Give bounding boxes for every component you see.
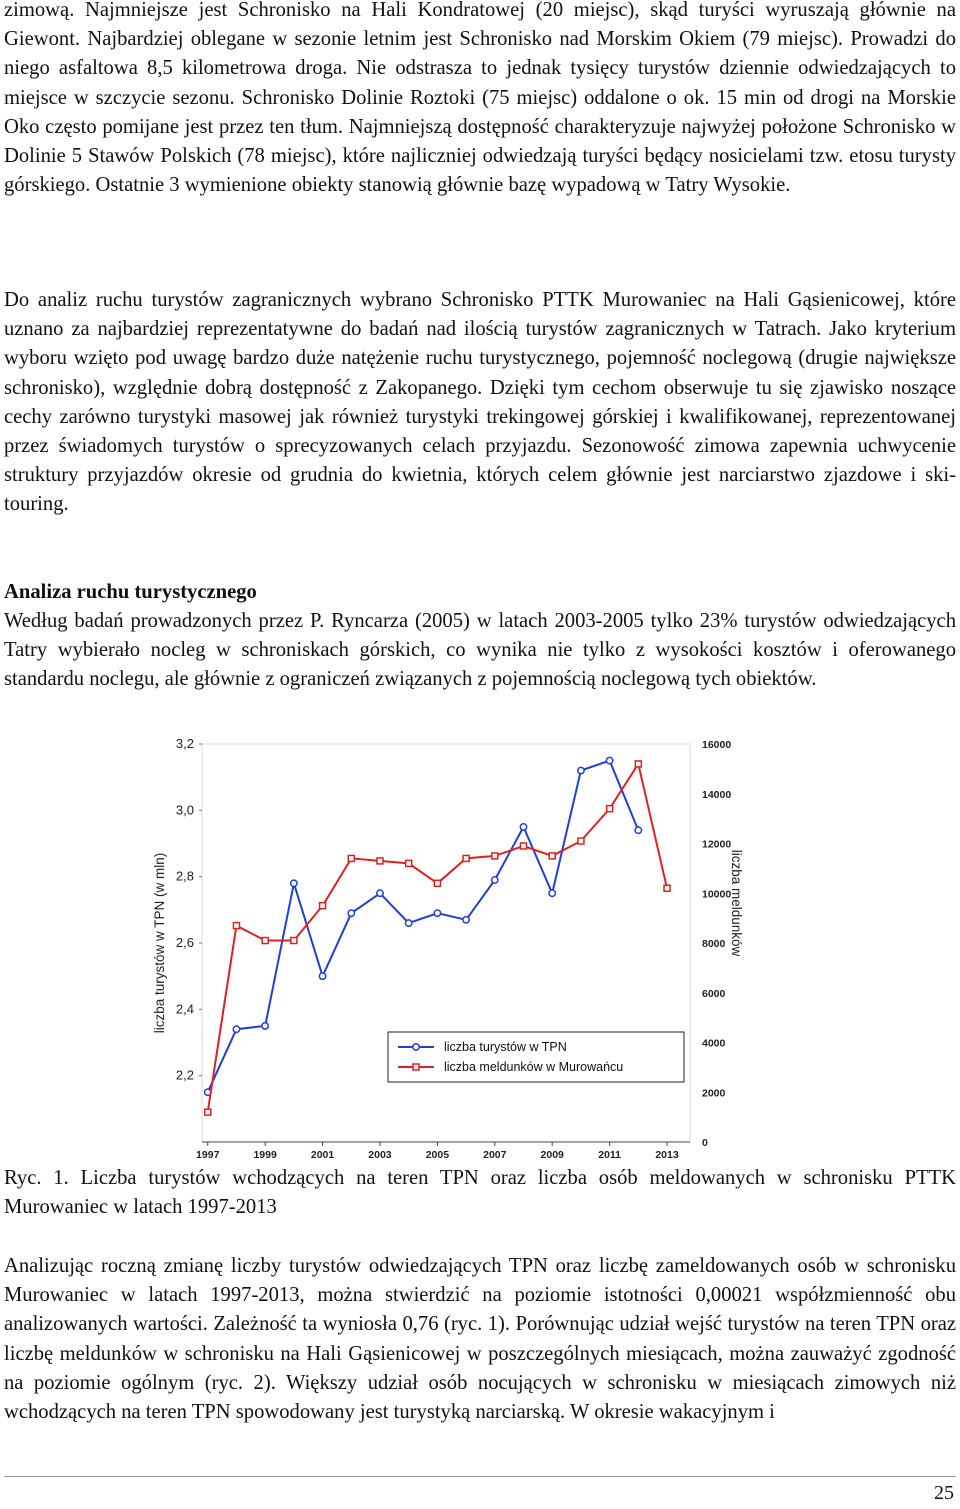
y-tick-label: 3,2 xyxy=(175,736,194,751)
legend-marker-1 xyxy=(413,1044,419,1050)
y2-tick-label: 14000 xyxy=(702,788,732,801)
series-2-point xyxy=(348,855,354,861)
y2-tick-label: 16000 xyxy=(702,739,732,751)
series-2-point xyxy=(463,855,469,861)
series-2-point xyxy=(320,903,326,909)
series-1-point xyxy=(291,880,297,886)
footer-divider xyxy=(4,1476,956,1477)
y2-tick-label: 10000 xyxy=(702,888,732,901)
paragraph-murowaniec: Do analiz ruchu turystów zagranicznych wybrano Schronisko PTTK Murowaniec na Hali Gąsienicowej, które uznano za najbardziej reprezentatywne do badań nad ilością turystów zagranicznych w Tatrach. Jako kryterium wyboru wzięto pod uwagę bardzo duże natężenie ruchu turystycznego, pojemność noclegową (drugie największe schronisko), względnie dobrą dostępność z Zakopanego. Dzięki tym cechom obserwuje tu się zjawisko noszące cechy zarówno turystyki masowej jak również turystyki trekingowej górskiej i kwalifikowanej, reprezentowanej przez świadomych turystów o sprecyzowanych celach przyjazdu. Sezonowość zimowa zapewnia uchwycenie struktury przyjazdów okresie od grudnia do kwietnia, których celem głównie jest narciarstwo zjazdowe i ski-touring. xyxy=(4,289,956,516)
y2-tick-label: 12000 xyxy=(702,838,732,851)
series-1-point xyxy=(635,827,641,833)
y-tick-label: 3,0 xyxy=(175,802,194,818)
x-tick-label: 2003 xyxy=(368,1149,392,1161)
page-number: 25 xyxy=(934,1482,954,1504)
series-1-point xyxy=(463,917,469,923)
series-2-point xyxy=(521,843,527,849)
figure-chart xyxy=(140,730,760,1162)
legend-label-2: liczba meldunków w Murowańcu xyxy=(444,1060,624,1074)
paragraph-analysis: Według badań prowadzonych przez P. Ryncarza (2005) w latach 2003-2005 tylko 23% turystów odwiedzających Tatry wybierało nocleg w schroniskach górskich, co wynika nie tylko z wysokości kosztów i oferowanego standardu noclegu, ale głównie z ograniczeń związanych z pojemnością noclegową tych obiektów. xyxy=(4,610,956,691)
series-1-point xyxy=(348,910,354,916)
legend-marker-2 xyxy=(413,1064,419,1070)
series-1-point xyxy=(578,767,584,773)
series-1-point xyxy=(377,890,383,896)
series-2-point xyxy=(233,923,239,929)
figure-caption: Ryc. 1. Liczba turystów wchodzących na teren TPN oraz liczba osób meldowanych w schronisku PTTK Murowaniec w latach 1997-2013 xyxy=(4,1167,956,1219)
series-2-point xyxy=(205,1109,211,1115)
y2-tick-label: 8000 xyxy=(702,938,726,950)
series-2-point xyxy=(434,880,440,886)
series-2-point xyxy=(635,761,641,767)
series-2-point xyxy=(664,885,670,891)
paragraph-correlation: Analizując roczną zmianę liczby turystów odwiedzających TPN oraz liczbę zameldowanych osób w schronisku Murowaniec w latach 1997-2013, można stwierdzić na poziomie istotności 0,00021 współzmienność obu analizowanych wartości. Zależność ta wyniosła 0,76 (ryc. 1). Porównując udział wejść turystów na teren TPN oraz liczbę meldunków w schronisku na Hali Gąsienicowej w poszczególnych miesiącach, można zauważyć zgodność na poziomie ogólnym (ryc. 2). Większy udział osób nocujących w schronisku w miesiącach zimowych niż wchodzących na teren TPN spowodowany jest turystyką narciarską. W okresie wakacyjnym i xyxy=(4,1255,956,1424)
x-tick-label: 2001 xyxy=(310,1149,335,1161)
x-tick-label: 2005 xyxy=(425,1149,450,1161)
y-tick-label: 2,2 xyxy=(175,1067,194,1083)
x-tick-label: 2013 xyxy=(655,1149,679,1161)
y-tick-label: 2,6 xyxy=(175,935,194,950)
series-2-point xyxy=(578,838,584,844)
series-2-point xyxy=(377,858,383,864)
series-1-point xyxy=(606,757,612,763)
section-heading: Analiza ruchu turystycznego xyxy=(4,581,257,603)
series-1-point xyxy=(319,973,325,979)
series-1-point xyxy=(549,890,555,896)
series-1-point xyxy=(434,910,440,916)
y2-tick-label: 6000 xyxy=(702,987,726,1000)
series-1-point xyxy=(520,824,526,830)
x-tick-label: 1999 xyxy=(253,1149,277,1161)
series-1-point xyxy=(492,877,498,883)
series-2-point xyxy=(291,938,297,944)
series-1-point xyxy=(233,1026,239,1032)
legend-label-1: liczba turystów w TPN xyxy=(444,1040,567,1054)
y-tick-label: 2,8 xyxy=(175,868,194,884)
x-tick-label: 2011 xyxy=(598,1149,622,1161)
x-tick-label: 2009 xyxy=(540,1149,564,1161)
y2-tick-label: 4000 xyxy=(702,1037,726,1050)
series-2-point xyxy=(406,860,412,866)
series-2-point xyxy=(262,938,268,944)
y2-tick-label: 2000 xyxy=(702,1087,726,1100)
y2-axis-title: liczba meldunków xyxy=(729,849,744,957)
paragraph-shelters: zimową. Najmniejsze jest Schronisko na Hali Kondratowej (20 miejsc), skąd turyści wyruszają głównie na Giewont. Najbardziej oblegane w sezonie letnim jest Schronisko nad Morskim Okiem (79 miejsc). Prowadzi do niego asfaltowa 8,5 kilometrowa droga. Nie odstrasza to jednak tysięcy turystów dziennie odwiedzających to miejsce w szczycie sezonu. Schronisko Dolinie Roztoki (75 miejsc) oddalone o ok. 15 min od drogi na Morskie Oko często pomijane jest przez ten tłum. Najmniejszą dostępność charakteryzuje najwyżej położone Schronisko w Dolinie 5 Stawów Polskich (78 miejsc), które najliczniej odwiedzają turyści będący nosicielami tzw. etosu turysty górskiego. Ostatnie 3 wymienione obiekty stanowią głównie bazę wypadową w Tatry Wysokie. xyxy=(4,0,956,197)
series-2-point xyxy=(607,806,613,812)
x-tick-label: 2007 xyxy=(483,1149,507,1161)
y-tick-label: 2,4 xyxy=(175,1001,194,1017)
series-2-point xyxy=(492,853,498,859)
series-1-point xyxy=(405,920,411,926)
series-1-point xyxy=(262,1023,268,1029)
x-tick-label: 1997 xyxy=(196,1149,220,1161)
series-2-point xyxy=(549,853,555,859)
y2-tick-label: 0 xyxy=(702,1137,708,1149)
y-axis-title: liczba turystów w TPN (w mln) xyxy=(152,852,167,1034)
line-chart xyxy=(140,730,760,1162)
